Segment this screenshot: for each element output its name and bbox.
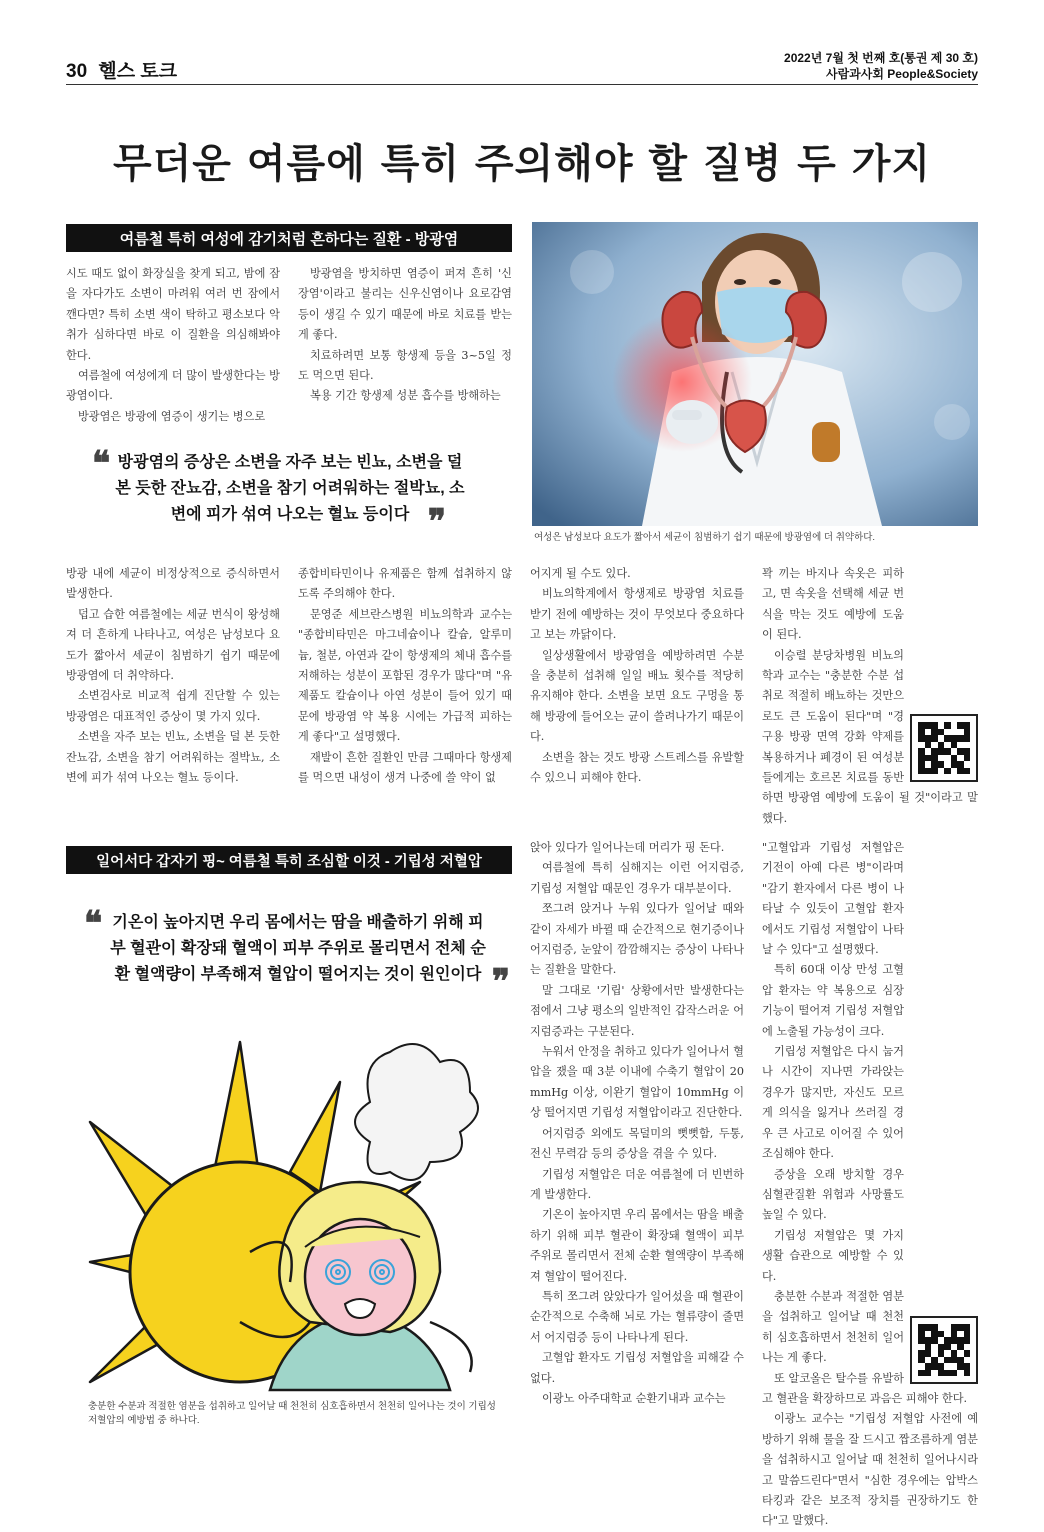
paragraph: 치료하려면 보통 항생제 등을 3~5일 정도 먹으면 된다. [298,348,512,383]
paragraph: 말 그대로 '기립' 상황에서만 발생한다는 점에서 그냥 평소의 일반적인 갑작스러운 어지럼증과는 구분된다. [530,983,744,1038]
article2-banner: 일어서다 갑자기 핑~ 여름철 특히 조심할 이것 - 기립성 저혈압 [66,846,512,874]
publisher-name: 사람과사회 People&Society [826,67,978,81]
sun-dizzy-illustration [90,1022,500,1390]
paragraph: 이승렬 분당차병원 비뇨의학과 교수는 "충분한 수분 섭취로 적절히 배뇨하는 것만으로도 큰 도움이 된다"며 "경구용 방광 면역 강화 약제를 복용하거나 폐경이 된 여성분들에게는 호르몬 치료를 동반하면 방광염 예방에 도움이 될 것"이라고 말했다. [762,648,978,825]
paragraph: 재발이 흔한 질환인 만큼 그때마다 항생제를 먹으면 내성이 생겨 나중에 쓸 약이 없 [298,750,512,785]
article2-image-caption: 충분한 수분과 적절한 염분을 섭취하고 일어날 때 천천히 심호흡하면서 천천히 일어나는 것이 기립성 저혈압의 예방법 중 하나다. [88,1401,496,1426]
article1-col4 [298,564,512,794]
paragraph: 쪼그려 앉거나 누워 있다가 일어날 때와 같이 자세가 바뀔 때 순간적으로 현기증이나 어지럼증, 눈앞이 깜깜해지는 증상이 나타나는 질환을 말한다. [530,902,744,977]
article1-col2 [298,264,512,414]
paragraph: 이광노 아주대학교 순환기내과 교수는 [542,1391,726,1405]
paragraph: 누워서 안정을 취하고 있다가 일어나서 혈압을 쟀을 때 3분 이내에 수축기 혈압이 20mmHg 이상, 이완기 혈압이 10mmHg 이상 떨어지면 기립성 저혈압이라고 진단한다. [530,1045,744,1120]
paragraph: 소변을 자주 보는 빈뇨, 소변을 덜 본 듯한 잔뇨감, 소변을 참기 어려워하는 절박뇨, 소변에 피가 섞여 나오는 혈뇨 등이다. [66,730,280,785]
paragraph: 종합비타민이나 유제품은 함께 섭취하지 않도록 주의해야 한다. [298,567,512,601]
header-divider [66,84,978,85]
paragraph: 방광 내에 세균이 비정상적으로 증식하면서 발생한다. [66,567,280,601]
paragraph: 이광노 교수는 "기립성 저혈압 사전에 예방하기 위해 물을 잘 드시고 짭조름하게 염분을 섭취하시고 일어날 때 천천히 일어나시라고 말씀드린다"면서 "심한 경우에는 압박스타킹과 같은 보조적 장치를 권장하기도 한다"고 말했다. [762,1412,978,1528]
article1-pull-quote [86,444,486,542]
article1-col1 [66,264,280,423]
quote-close-icon: ❞ [491,962,510,1002]
paragraph: 어지럼증 외에도 목덜미의 뻣뻣함, 두통, 전신 무력감 등의 증상을 겪을 수 있다. [530,1126,744,1161]
paragraph: 기립성 저혈압은 더운 여름철에 더 빈번하게 발생한다. [530,1167,744,1201]
issue-info: 2022년 7월 첫 번째 호(통권 제 30 호) [784,51,978,65]
paragraph: 기립성 저혈압은 다시 눕거나 시간이 지나면 가라앉는 경우가 많지만, 자신도 모르게 의식을 잃거나 쓰러질 경우 큰 사고로 이어질 수 있어 조심해야 한다. [762,1045,904,1161]
page-header-right [784,50,978,82]
qr-code-icon [918,722,970,774]
quote-open-icon: ❝ [84,904,103,944]
article1-col5 [530,564,744,794]
paragraph: 시도 때도 없이 화장실을 찾게 되고, 밤에 잠을 자다가도 소변이 마려워 여러 번 잠에서 깬다면? 특히 소변 색이 탁하고 평소보다 악취가 심하다면 바로 이 질환을 의심해봐야 한다. [66,267,280,362]
paragraph: 어지게 될 수도 있다. [530,567,631,580]
paragraph: 고혈압 환자도 기립성 저혈압을 피해갈 수 없다. [530,1351,744,1385]
article1-col6 [762,564,978,825]
paragraph: 복용 기간 항생제 성분 흡수를 방해하는 [310,389,501,403]
article2-pull-quote [84,904,510,1002]
paragraph: 앉아 있다가 일어나는데 머리가 핑 돈다. [530,841,725,854]
paragraph: 일상생활에서 방광염을 예방하려면 수분을 충분히 섭취해 일일 배뇨 횟수를 적당히 유지해야 한다. 소변을 보면 요도 구멍을 통해 방광에 들어오는 균이 쓸려나가기 때문이다. [530,648,744,744]
paragraph: 문영준 세브란스병원 비뇨의학과 교수는 "종합비타민은 마그네슘이나 칼슘, 알루미늄, 철분, 아연과 같이 항생제의 체내 흡수를 저해하는 성분이 포함된 경우가 많다"며 "유제품도 칼슘이나 아연 성분이 들어 있기 때문에 방광염 약 복용 시에는 가급적 피하는 게 좋다"고 설명했다. [298,607,512,744]
paragraph: 충분한 수분과 적절한 염분을 섭취하고 일어날 때 천천히 심호흡하면서 천천히 일어나는 게 좋다. [762,1289,904,1365]
quote-text: 방광염의 증상은 소변을 자주 보는 빈뇨, 소변을 덜 본 듯한 잔뇨감, 소변을 참기 어려워하는 절박뇨, 소변에 피가 섞여 나오는 혈뇨 등이다 [115,454,465,523]
paragraph: 기립성 저혈압은 몇 가지 생활 습관으로 예방할 수 있다. [762,1228,904,1283]
paragraph: 덥고 습한 여름철에는 세균 번식이 왕성해져 더 흔하게 나타나고, 여성은 남성보다 요도가 짧아서 세균이 침범하기 쉽기 때문에 방광염에 더 취약하다. [66,607,280,683]
page-title: 무더운 여름에 특히 주의해야 할 질병 두 가지 [113,140,931,187]
page-number: 30 [66,61,88,82]
quote-open-icon: ❝ [92,444,111,484]
quote-text: 기온이 높아지면 우리 몸에서는 땀을 배출하기 위해 피부 혈관이 확장돼 혈액이 피부 주위로 몰리면서 전체 순환 혈액량이 부족해져 혈압이 떨어지는 것이 원인이다 [110,914,486,983]
article2-col2 [762,838,978,1528]
paragraph: 기온이 높아지면 우리 몸에서는 땀을 배출하기 위해 피부 혈관이 확장돼 혈액이 피부 주위로 몰리면서 전체 순환 혈액량이 부족해져 혈압이 떨어진다. [530,1208,744,1283]
article1-banner: 여름철 특히 여성에 감기처럼 흔하다는 질환 - 방광염 [66,224,512,252]
paragraph: 특히 쪼그려 앉았다가 일어섰을 때 혈관이 순간적으로 수축해 뇌로 가는 혈류량이 줄면서 어지럼증 등이 나타나게 된다. [530,1289,744,1344]
quote-close-icon: ❞ [427,502,446,542]
paragraph: 여름철에 특히 심해지는 이런 어지럼증, 기립성 저혈압 때문인 경우가 대부분이다. [530,861,744,895]
paragraph: 특히 60대 이상 만성 고혈압 환자는 약 복용으로 심장 기능이 떨어져 기립성 저혈압에 노출될 가능성이 크다. [762,963,904,1038]
paragraph: 또 알코올은 탈수를 유발하고 혈관을 확장하므로 과음은 피해야 한다. [762,1371,968,1405]
article1-col3 [66,564,280,794]
doctor-kidney-image [532,222,978,526]
paragraph: "고혈압과 기립성 저혈압은 기전이 아예 다른 병"이라며 "감기 환자에서 다른 병이 나타날 수 있듯이 고혈압 환자에서도 기립성 저혈압이 나타날 수 있다"고 설명했다. [762,841,904,957]
paragraph: 꽉 끼는 바지나 속옷은 피하고, 면 속옷을 선택해 세균 번식을 막는 것도 예방에 도움이 된다. [762,567,904,642]
article2-col1 [530,838,744,1418]
qr-code-2[interactable] [910,1316,978,1384]
paragraph: 방광염은 방광에 염증이 생기는 병으로 [78,409,266,423]
paragraph: 비뇨의학계에서 항생제로 방광염 치료를 받기 전에 예방하는 것이 무엇보다 중요하다고 보는 까닭이다. [530,587,744,642]
paragraph: 방광염을 방치하면 염증이 퍼져 흔히 '신장염'이라고 불리는 신우신염이나 요로감염 등이 생길 수 있기 때문에 바로 치료를 받는 게 좋다. [298,267,512,342]
paragraph: 여름철에 여성에게 더 많이 발생한다는 방광염이다. [66,369,280,403]
section-name: 헬스 토크 [98,61,178,82]
qr-code-1[interactable] [910,714,978,782]
paragraph: 소변을 참는 것도 방광 스트레스를 유발할 수 있으니 피해야 한다. [530,750,744,785]
page-header-left [66,56,177,83]
paragraph: 소변검사로 비교적 쉽게 진단할 수 있는 방광염은 대표적인 증상이 몇 가지 있다. [66,689,280,723]
article1-image-caption: 여성은 남성보다 요도가 짧아서 세균이 침범하기 쉽기 때문에 방광염에 더 취약하다. [534,532,876,543]
paragraph: 증상을 오래 방치할 경우 심혈관질환 위험과 사망률도 높일 수 있다. [762,1167,904,1222]
qr-code-icon [918,1324,970,1376]
